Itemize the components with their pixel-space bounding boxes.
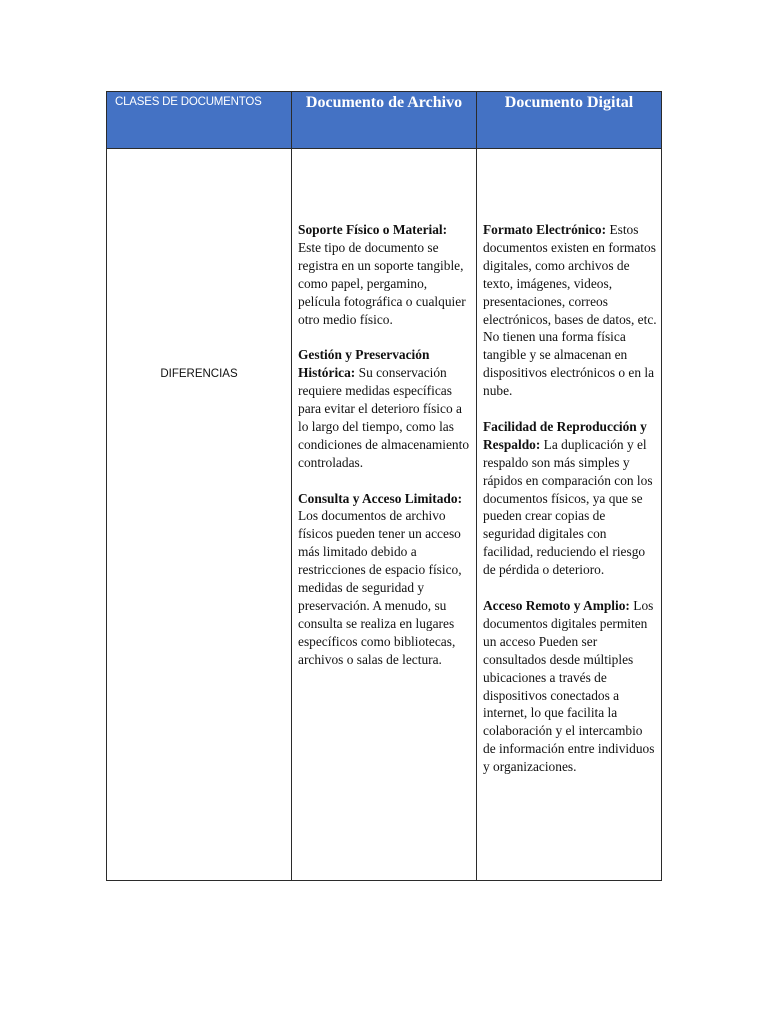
section-text: La duplicación y el respaldo son más simples y rápidos en comparación con los documentos físicos, ya que se pueden crear copias de seguridad digitales con facilidad, reduciendo el riesgo de pérdida o deterioro. — [483, 436, 653, 578]
header-clases-de-documentos: CLASES DE DOCUMENTOS — [115, 96, 262, 108]
header-cell-clases — [107, 92, 292, 149]
section-title: Consulta y Acceso Limitado: — [298, 490, 463, 506]
section-text: Este tipo de documento se registra en un soporte tangible, como papel, pergamino, película fotográfica o cualquier otro medio físico. — [298, 239, 466, 327]
digital-section-facilidad — [483, 418, 657, 579]
section-text: Estos documentos existen en formatos digitales, como archivos de texto, imágenes, videos, presentaciones, correos electrónicos, bases de datos, etc. No tienen una forma física tangible y se almacenan en dispositivos electrónicos o en la nube. — [483, 222, 657, 399]
archivo-section-consulta — [298, 490, 472, 669]
archivo-section-gestion — [298, 346, 472, 471]
row-label-diferencias: DIFERENCIAS — [160, 368, 238, 380]
table-row-diferencias — [107, 149, 662, 881]
section-title: Facilidad de Reproducción y Respaldo: — [483, 418, 647, 452]
archivo-section-soporte — [298, 221, 472, 328]
header-cell-archivo — [292, 92, 477, 149]
section-title: Formato Electrónico: — [483, 222, 607, 237]
header-documento-de-archivo: Documento de Archivo — [305, 94, 463, 111]
header-documento-digital: Documento Digital — [504, 94, 634, 111]
digital-content-cell — [477, 149, 662, 881]
header-cell-digital — [477, 92, 662, 149]
archivo-content-cell — [292, 149, 477, 881]
diferencias-cell — [107, 149, 292, 881]
section-text: Los documentos digitales permiten un acceso Pueden ser consultados desde múltiples ubicaciones a través de dispositivos conectados a internet, lo que facilita la colaboración y el intercambio de información entre individuos y organizaciones. — [483, 598, 655, 775]
comparison-table — [106, 91, 662, 881]
section-title: Soporte Físico o Material: — [298, 222, 448, 237]
section-title: Gestión y Preservación Histórica: — [298, 347, 430, 381]
section-text: Su conservación requiere medidas específicas para evitar el deterioro físico a lo largo del tiempo, como las condiciones de almacenamiento controladas. — [298, 365, 470, 470]
digital-section-acceso — [483, 597, 657, 776]
table-header-row — [107, 92, 662, 149]
section-text: Los documentos de archivo físicos pueden tener un acceso más limitado debido a restricciones de espacio físico, medidas de seguridad y preservación. A menudo, su consulta se realiza en lugares específicos como bibliotecas, archivos o salas de lectura. — [298, 508, 462, 667]
section-title: Acceso Remoto y Amplio: — [483, 598, 630, 613]
digital-section-formato — [483, 221, 657, 400]
